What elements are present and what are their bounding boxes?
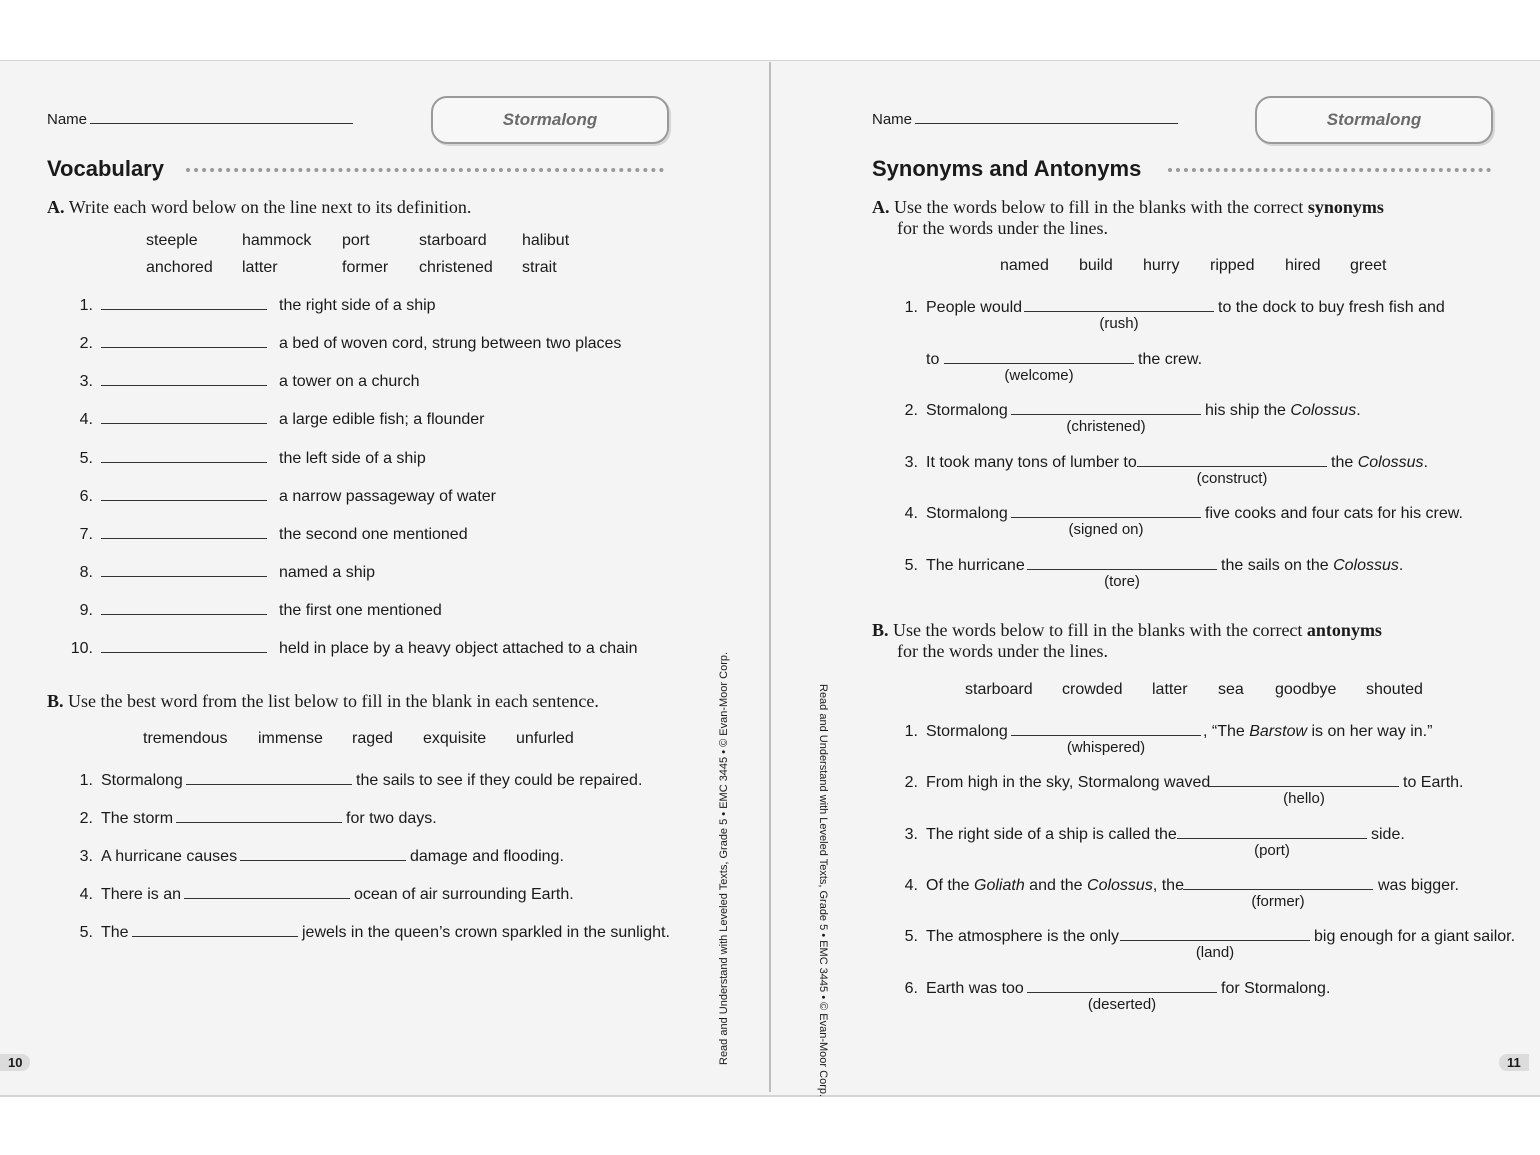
sentence-end: ocean of air surrounding Earth. [354,886,574,903]
answer-blank[interactable] [1137,466,1327,467]
hint-word: (construct) [1196,470,1268,487]
item-number: 2. [79,810,93,827]
item-number: 5. [904,557,918,574]
name-line[interactable] [915,122,1178,124]
answer-blank[interactable] [1024,311,1214,312]
item-definition: the first one mentioned [279,602,442,619]
section-letter-b: B. [872,620,889,640]
answer-blank[interactable] [1027,569,1217,570]
item-definition: a tower on a church [279,373,420,390]
item-definition: the right side of a ship [279,297,436,314]
item-number: 3. [904,826,918,843]
instruction-a-text: Use the words below to fill in the blanks with the correct [894,197,1304,217]
title-badge: Stormalong [1255,96,1493,144]
answer-blank[interactable] [1120,940,1310,941]
word-bank-item: hired [1285,257,1321,274]
answer-blank[interactable] [101,385,267,386]
item-number: 10. [70,640,93,657]
word-bank-item: exquisite [423,730,487,747]
answer-blank[interactable] [176,822,342,823]
word-bank-item: strait [522,259,557,276]
page-number: 10 [0,1054,30,1071]
answer-blank[interactable] [1209,786,1399,787]
item-number: 2. [79,335,93,352]
sentence-end-text: the sails on the [1221,557,1334,574]
sentence-end: jewels in the queen’s crown sparkled in the sunlight. [302,924,670,941]
item-number: 4. [904,505,918,522]
word-bank-item: starboard [419,232,487,249]
item-number: 1. [79,297,93,314]
answer-blank[interactable] [101,309,267,310]
ship-name: Colossus [1290,402,1357,419]
word-bank-item: shouted [1366,681,1423,698]
item-number: 6. [904,980,918,997]
item-number: 8. [79,564,93,581]
sentence-start: From high in the sky, Stormalong waved [926,774,1211,791]
right-page [771,60,1540,1098]
item-definition: the second one mentioned [279,526,468,543]
answer-blank[interactable] [101,614,267,615]
section-letter-b: B. [47,691,64,711]
item-number: 1. [904,723,918,740]
name-label: Name [47,111,88,128]
item-number: 5. [79,450,93,467]
sentence-end: the sails to see if they could be repaired. [356,772,643,789]
word-bank-item: halibut [522,232,570,249]
sentence-start: The [101,924,129,941]
answer-blank[interactable] [184,898,350,899]
sentence-end [1221,557,1403,575]
sentence-end-punct: . [1398,557,1404,574]
word-bank-item: latter [1152,681,1188,698]
sentence-end [1203,723,1432,741]
answer-blank[interactable] [101,500,267,501]
section-heading: Vocabulary [47,156,164,181]
heading-dots [1168,168,1491,172]
sentence-start: People would [926,299,1023,316]
name-line[interactable] [90,122,353,124]
sentence-start: The hurricane [926,557,1025,574]
sentence-start: Stormalong [926,723,1008,740]
item-definition: a bed of woven cord, strung between two places [279,335,622,352]
section-letter-a: A. [872,197,890,217]
item-number: 3. [79,848,93,865]
answer-blank[interactable] [1027,992,1217,993]
left-page [0,60,769,1094]
item-definition: the left side of a ship [279,450,426,467]
word-bank-item: christened [419,259,493,276]
sentence-end-punct: . [1423,454,1428,471]
word-bank-item: sea [1218,681,1244,698]
sentence-start-text: and the [1024,877,1088,894]
answer-blank[interactable] [132,936,298,937]
sentence-end-punct: . [1356,402,1361,419]
item-definition: a large edible fish; a flounder [279,411,485,428]
hint-word: (tore) [1104,573,1140,590]
sentence-end-text: his ship the [1205,402,1291,419]
instruction-b-line2: for the words under the lines. [897,641,1108,661]
sentence-start: A hurricane causes [101,848,238,865]
sentence-start-text: , the [1152,877,1184,894]
instruction-b [47,691,599,712]
word-bank-item: ripped [1210,257,1255,274]
word-bank-item: unfurled [516,730,574,747]
copyright-footer: Read and Understand with Leveled Texts, Grade 5 • EMC 3445 • © Evan-Moor Corp. [718,651,730,1065]
sentence-end-text: , “The [1203,723,1250,740]
hint-word: (deserted) [1087,996,1157,1013]
sentence-start: Stormalong [926,402,1008,419]
sentence-end: the crew. [1138,351,1203,368]
ship-name: Barstow [1249,723,1308,740]
heading-dots [186,168,664,172]
word-bank-item: immense [258,730,323,747]
sentence-end: five cooks and four cats for his crew. [1205,505,1463,522]
answer-blank[interactable] [101,576,267,577]
sentence-start: The right side of a ship is called the [926,826,1177,843]
sentence-start-text: Of the [926,877,975,894]
sentence-end [1331,454,1428,472]
item-number: 5. [79,924,93,941]
copyright-footer: Read and Understand with Leveled Texts, Grade 5 • EMC 3445 • © Evan-Moor Corp. [817,684,829,1098]
instruction-a-line2: for the words under the lines. [897,218,1108,238]
word-bank-item: hurry [1143,257,1180,274]
instruction-keyword: antonyms [1306,620,1382,640]
sentence-end: to the dock to buy fresh fish and [1218,299,1445,316]
page-number: 11 [1499,1054,1529,1071]
item-number: 6. [79,488,93,505]
hint-word: (signed on) [1068,521,1144,538]
sentence-end: side. [1371,826,1405,843]
title-badge: Stormalong [431,96,669,144]
word-bank-item: steeple [146,232,198,249]
word-bank-item: former [342,259,389,276]
answer-blank[interactable] [186,784,352,785]
sentence-end [1205,402,1361,420]
sentence-start [926,877,1184,895]
answer-blank[interactable] [1011,517,1201,518]
word-bank-item: build [1079,257,1113,274]
instruction-b [872,620,1382,641]
item-number: 7. [79,526,93,543]
ship-name: Colossus [1357,454,1424,471]
word-bank-item: goodbye [1275,681,1337,698]
answer-blank[interactable] [1183,889,1373,890]
item-definition: held in place by a heavy object attached to a chain [279,640,638,657]
answer-blank[interactable] [240,860,406,861]
answer-blank[interactable] [101,538,267,539]
item-number: 2. [904,774,918,791]
ship-name: Goliath [974,877,1025,894]
sentence-start: There is an [101,886,182,903]
answer-blank[interactable] [1011,735,1201,736]
ship-name: Colossus [1087,877,1153,894]
sentence-start: to [926,351,940,368]
word-bank-item: starboard [965,681,1033,698]
item-number: 4. [904,877,918,894]
instruction-a-text: Write each word below on the line next to its definition. [68,197,472,217]
sentence-end-rest: is on her way in.” [1307,723,1433,740]
sentence-start: Stormalong [101,772,183,789]
hint-word: (former) [1251,893,1305,910]
item-number: 4. [79,886,93,903]
word-bank-item: hammock [242,232,312,249]
item-number: 2. [904,402,918,419]
answer-blank[interactable] [101,423,267,424]
item-number: 5. [904,928,918,945]
answer-blank[interactable] [944,363,1134,364]
item-number: 1. [79,772,93,789]
word-bank-item: raged [352,730,393,747]
sentence-end: for two days. [346,810,437,827]
hint-word: (port) [1254,842,1290,859]
sentence-start: It took many tons of lumber to [926,454,1137,471]
word-bank-item: named [1000,257,1049,274]
sentence-end: for Stormalong. [1221,980,1331,997]
sentence-start: The storm [101,810,174,827]
answer-blank[interactable] [101,652,267,653]
item-definition: a narrow passageway of water [279,488,496,505]
section-heading: Synonyms and Antonyms [872,156,1142,181]
item-number: 4. [79,411,93,428]
instruction-a [47,197,471,218]
answer-blank[interactable] [1177,838,1367,839]
word-bank-item: port [342,232,370,249]
hint-word: (hello) [1283,790,1325,807]
word-bank-item: greet [1350,257,1387,274]
hint-word: (land) [1195,944,1235,961]
word-bank-item: tremendous [143,730,228,747]
ship-name: Colossus [1333,557,1399,574]
answer-blank[interactable] [101,462,267,463]
instruction-a [872,197,1384,218]
word-bank-item: latter [242,259,278,276]
sentence-start: Earth was too [926,980,1024,997]
sentence-start: The atmosphere is the only [926,928,1119,945]
instruction-b-text: Use the words below to fill in the blanks with the correct [893,620,1303,640]
section-letter-a: A. [47,197,65,217]
answer-blank[interactable] [1011,414,1201,415]
instruction-keyword: synonyms [1307,197,1384,217]
sentence-end-text: the [1331,454,1358,471]
word-bank-item: anchored [146,259,213,276]
sentence-end: big enough for a giant sailor. [1314,928,1516,945]
sentence-end: was bigger. [1378,877,1459,894]
hint-word: (christened) [1066,418,1146,435]
item-number: 1. [904,299,918,316]
instruction-b-text: Use the best word from the list below to fill in the blank in each sentence. [68,691,599,711]
word-bank-item: crowded [1062,681,1123,698]
sentence-end: damage and flooding. [410,848,564,865]
sentence-start: Stormalong [926,505,1008,522]
item-definition: named a ship [279,564,376,581]
hint-word: (rush) [1099,315,1139,332]
hint-word: (welcome) [1004,367,1074,384]
answer-blank[interactable] [101,347,267,348]
sentence-end: to Earth. [1403,774,1464,791]
hint-word: (whispered) [1066,739,1146,756]
item-number: 9. [79,602,93,619]
item-number: 3. [79,373,93,390]
item-number: 3. [904,454,918,471]
name-label: Name [872,111,913,128]
